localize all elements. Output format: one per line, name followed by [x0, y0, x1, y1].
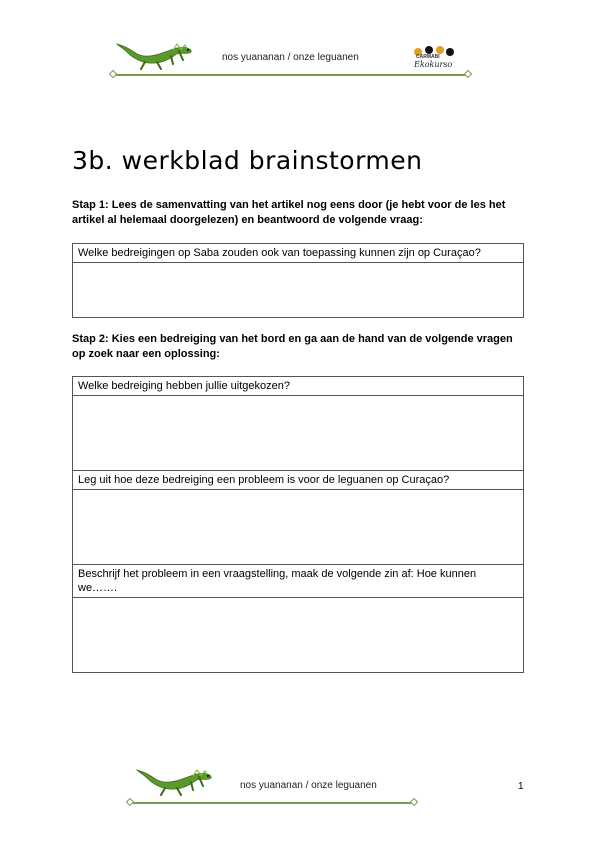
carmabi-logo-text: CARMABI	[416, 54, 440, 60]
step1-answer-table	[72, 243, 524, 318]
step2-answer-problem-field[interactable]	[73, 490, 524, 565]
header-divider	[114, 74, 467, 76]
page-title: 3b. werkblad brainstormen	[72, 146, 423, 175]
header-banner-text: nos yuananan / onze leguanen	[222, 52, 359, 63]
step2-question-problem: Leg uit hoe deze bedreiging een probleem is voor de leguanen op Curaçao?	[73, 471, 524, 490]
footer-iguana-image	[135, 764, 215, 796]
step2-answer-threat-field[interactable]	[73, 396, 524, 471]
step1-instruction: Stap 1: Lees de samenvatting van het artikel nog eens door (je hebt voor de les het artikel al helemaal doorgelezen) en beantwoord de volgende vraag:	[72, 199, 506, 226]
step2-question-threat: Welke bedreiging hebben jullie uitgekozen?	[73, 377, 524, 396]
step2-instruction: Stap 2: Kies een bedreiging van het bord en ga aan de hand van de volgende vragen op zoek naar een oplossing:	[72, 333, 513, 360]
footer-divider	[131, 802, 413, 804]
step2-question-formulation: Beschrijf het probleem in een vraagstelling, maak de volgende zin af: Hoe kunnen we…….	[73, 565, 524, 598]
step2-answer-formulation-field[interactable]	[73, 598, 524, 673]
footer-banner-text: nos yuananan / onze leguanen	[240, 780, 377, 791]
step1-answer-field[interactable]	[73, 263, 524, 318]
page-number: 1	[518, 781, 524, 792]
step1-question: Welke bedreigingen op Saba zouden ook van toepassing kunnen zijn op Curaçao?	[73, 244, 524, 263]
step2-answer-table	[72, 376, 524, 673]
carmabi-logo	[410, 44, 456, 72]
header-iguana-image	[115, 38, 195, 70]
carmabi-logo-subtext: Ekokurso	[414, 60, 453, 69]
